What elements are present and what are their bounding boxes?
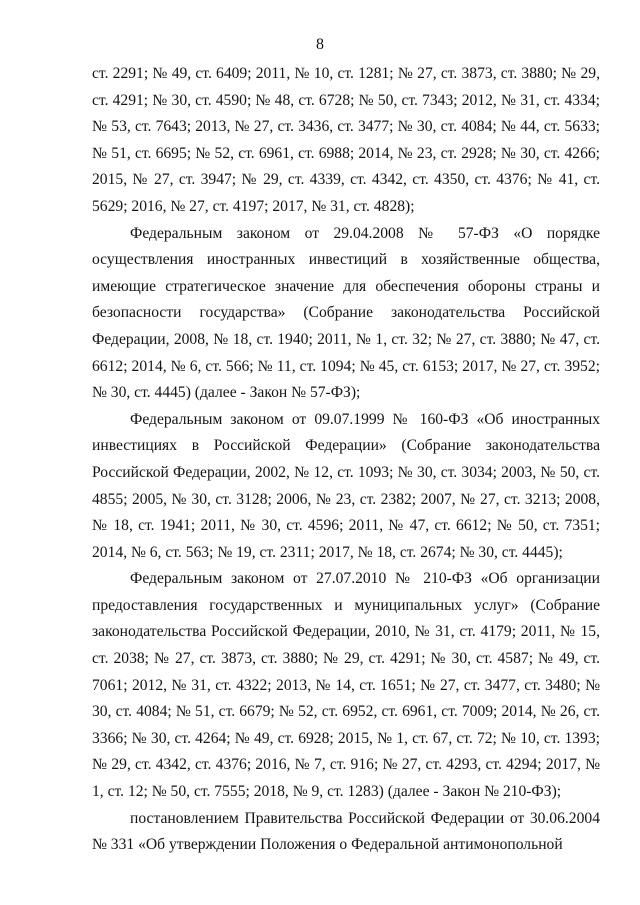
paragraph-continuation: ст. 2291; № 49, ст. 6409; 2011, № 10, ст. 1281; № 27, ст. 3873, ст. 3880; № 29, ст. 4291; № 30, ст. 4590; № 48, ст. 6728; № 50, ст. 7343; 2012, № 31, ст. 4334; № 53, ст. 7643; 2013, № 27, ст. 3436, ст. 3477; № 30, ст. 4084; № 44, ст. 5633; № 51, ст. 6695; № 52, ст. 6961, ст. 6988; 2014, № 23, ст. 2928; № 30, ст. 4266; 2015, № 27, ст. 3947; № 29, ст. 4339, ст. 4342, ст. 4350, ст. 4376; № 41, ст. 5629; 2016, № 27, ст. 4197; 2017, № 31, ст. 4828); [92,65,600,215]
page-number: 8 [316,36,324,53]
paragraph-law-160fz: Федеральным законом от 09.07.1999 № 160-ФЗ «Об иностранных инвестициях в Российской Федерации» (Собрание законодательства Российской Федерации, 2002, № 12, ст. 1093; № 30, ст. 3034; 2003, № 50, ст. 4855; 2005, № 30, ст. 3128; 2006, № 23, ст. 2382; 2007, № 27, ст. 3213; 2008, № 18, ст. 1941; 2011, № 30, ст. 4596; 2011, № 47, ст. 6612; № 50, ст. 7351; 2014, № 6, ст. 563; № 19, ст. 2311; 2017, № 18, ст. 2674; № 30, ст. 4445); [92,410,600,561]
paragraph-law-57fz: Федеральным законом от 29.04.2008 № 57-ФЗ «О порядке осуществления иностранных инвестиций в хозяйственные общества, имеющие стратегическое значение для обеспечения обороны страны и безопасности государства» (Собрание законодательства Российской Федерации, 2008, № 18, ст. 1940; 2011, № 1, ст. 32; № 27, ст. 3880; № 47, ст. 6612; 2014, № 6, ст. 566; № 11, ст. 1094; № 45, ст. 6153; 2017, № 27, ст. 3952; № 30, ст. 4445) (далее - Закон № 57-ФЗ); [92,224,600,402]
paragraph-law-210fz: Федеральным законом от 27.07.2010 № 210-ФЗ «Об организации предоставления государственных и муниципальных услуг» (Собрание законодательства Российской Федерации, 2010, № 31, ст. 4179; 2011, № 15, ст. 2038; № 27, ст. 3873, ст. 3880; № 29, ст. 4291; № 30, ст. 4587; № 49, ст. 7061; 2012, № 31, ст. 4322; 2013, № 14, ст. 1651; № 27, ст. 3477, ст. 3480; № 30, ст. 4084; № 51, ст. 6679; № 52, ст. 6952, ст. 6961, ст. 7009; 2014, № 26, ст. 3366; № 30, ст. 4264; № 49, ст. 6928; 2015, № 1, ст. 67, ст. 72; № 10, ст. 1393; № 29, ст. 4342, ст. 4376; 2016, № 7, ст. 916; № 27, ст. 4293, ст. 4294; 2017, № 1, ст. 12; № 50, ст. 7555; 2018, № 9, ст. 1283) (далее - Закон № 210-ФЗ); [92,570,600,801]
paragraph-resolution-331: постановлением Правительства Российской Федерации от 30.06.2004 № 331 «Об утверждении Положения о Федеральной антимонопольной [92,809,600,854]
document-body [92,61,600,859]
